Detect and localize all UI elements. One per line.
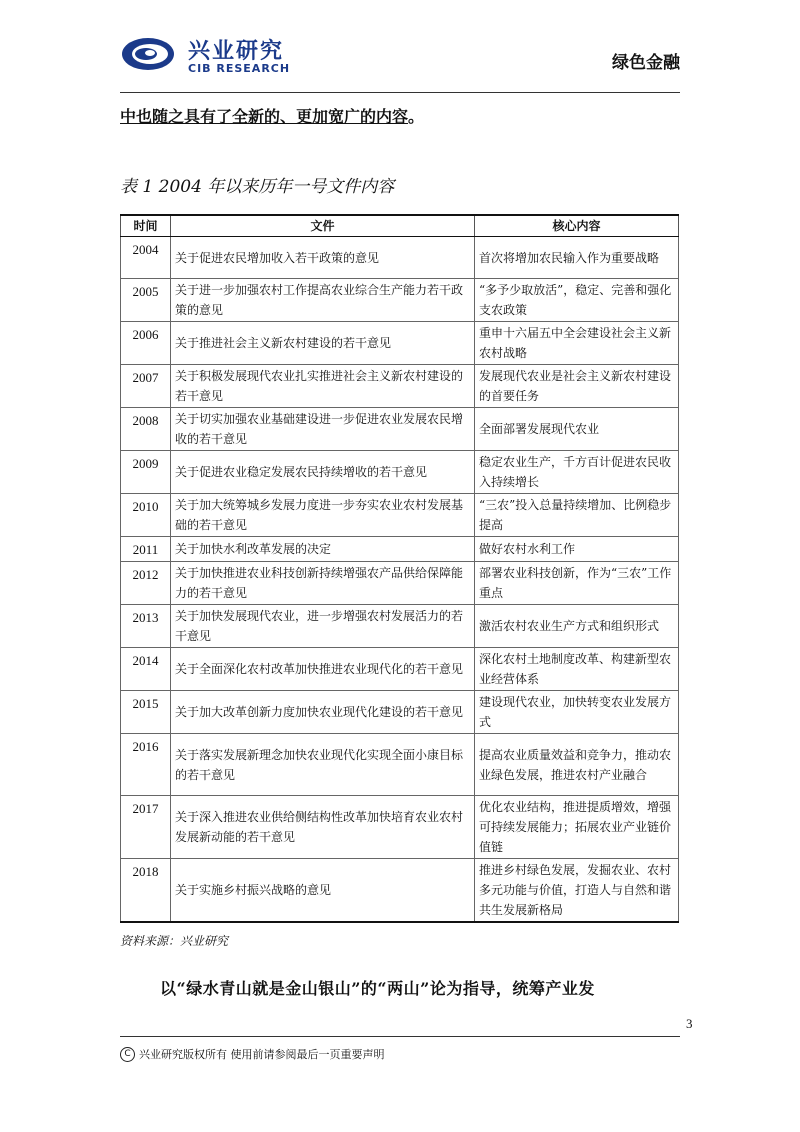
table-row	[121, 537, 679, 562]
table-row	[121, 859, 679, 923]
table-body	[121, 237, 679, 923]
document-cell: 关于推进社会主义新农村建设的若干意见	[171, 322, 475, 365]
page-number: 3	[686, 1016, 693, 1031]
core-content-cell: 建设现代农业，加快转变农业发展方式	[475, 691, 679, 734]
table-row	[121, 562, 679, 605]
core-content-cell: 激活农村农业生产方式和组织形式	[475, 605, 679, 648]
document-cell: 关于切实加强农业基础建设进一步促进农业发展农民增收的若干意见	[171, 408, 475, 451]
section-title: 绿色金融	[612, 53, 680, 73]
core-content-cell: 重申十六届五中全会建设社会主义新农村战略	[475, 322, 679, 365]
core-content-cell: 做好农村水利工作	[475, 537, 679, 562]
document-cell: 关于促进农民增加收入若干政策的意见	[171, 237, 475, 279]
document-cell: 关于加大统筹城乡发展力度进一步夯实农业农村发展基础的若干意见	[171, 494, 475, 537]
year-cell: 2016	[121, 734, 171, 796]
document-cell: 关于深入推进农业供给侧结构性改革加快培育农业农村发展新动能的若干意见	[171, 796, 475, 859]
core-content-cell: 部署农业科技创新，作为“三农”工作重点	[475, 562, 679, 605]
year-cell: 2011	[121, 537, 171, 562]
year-cell: 2014	[121, 648, 171, 691]
document-cell: 关于积极发展现代农业扎实推进社会主义新农村建设的若干意见	[171, 365, 475, 408]
table-row	[121, 796, 679, 859]
core-content-cell: 深化农村土地制度改革、构建新型农业经营体系	[475, 648, 679, 691]
header-divider	[120, 92, 680, 93]
lead-punctuation: 。	[408, 107, 425, 126]
year-cell: 2018	[121, 859, 171, 923]
year-cell: 2010	[121, 494, 171, 537]
table-row	[121, 365, 679, 408]
year-cell: 2004	[121, 237, 171, 279]
year-cell: 2008	[121, 408, 171, 451]
source-note: 资料来源：兴业研究	[120, 934, 229, 948]
table-row	[121, 279, 679, 322]
document-cell: 关于促进农业稳定发展农民持续增收的若干意见	[171, 451, 475, 494]
page-footer	[120, 1046, 385, 1062]
document-cell: 关于加快水利改革发展的决定	[171, 537, 475, 562]
document-cell: 关于落实发展新理念加快农业现代化实现全面小康目标的若干意见	[171, 734, 475, 796]
year-cell: 2013	[121, 605, 171, 648]
lead-paragraph	[120, 104, 424, 127]
core-content-cell: 推进乡村绿色发展，发掘农业、农村多元功能与价值，打造人与自然和谐共生发展新格局	[475, 859, 679, 923]
header-time: 时间	[121, 215, 171, 237]
cib-logo-icon	[120, 34, 180, 74]
document-cell: 关于加快推进农业科技创新持续增强农产品供给保障能力的若干意见	[171, 562, 475, 605]
table-row	[121, 691, 679, 734]
year-cell: 2015	[121, 691, 171, 734]
header-document: 文件	[171, 215, 475, 237]
table-row	[121, 322, 679, 365]
core-content-cell: “多予少取放活”，稳定、完善和强化支农政策	[475, 279, 679, 322]
year-cell: 2005	[121, 279, 171, 322]
document-cell: 关于全面深化农村改革加快推进农业现代化的若干意见	[171, 648, 475, 691]
core-content-cell: 发展现代农业是社会主义新农村建设的首要任务	[475, 365, 679, 408]
header-core-content: 核心内容	[475, 215, 679, 237]
table-title: 表 1 2004 年以来历年一号文件内容	[120, 177, 395, 197]
logo-text-cn: 兴业研究	[188, 39, 285, 64]
page-header	[120, 28, 680, 90]
document-cell: 关于加快发展现代农业，进一步增强农村发展活力的若干意见	[171, 605, 475, 648]
table-row	[121, 605, 679, 648]
core-content-cell: 全面部署发展现代农业	[475, 408, 679, 451]
year-cell: 2006	[121, 322, 171, 365]
table-row	[121, 408, 679, 451]
core-content-cell: 稳定农业生产，千方百计促进农民收入持续增长	[475, 451, 679, 494]
footer-divider	[120, 1036, 680, 1037]
document-cell: 关于实施乡村振兴战略的意见	[171, 859, 475, 923]
table-row	[121, 451, 679, 494]
table-header-row	[121, 215, 679, 237]
table-row	[121, 734, 679, 796]
copyright-icon: C	[120, 1047, 135, 1062]
documents-table	[120, 214, 679, 923]
core-content-cell: 优化农业结构，推进提质增效，增强可持续发展能力；拓展农业产业链价值链	[475, 796, 679, 859]
year-cell: 2017	[121, 796, 171, 859]
lead-underlined-text: 中也随之具有了全新的、更加宽广的内容	[120, 107, 409, 126]
year-cell: 2012	[121, 562, 171, 605]
document-cell: 关于进一步加强农村工作提高农业综合生产能力若干政策的意见	[171, 279, 475, 322]
year-cell: 2009	[121, 451, 171, 494]
footer-text: 兴业研究版权所有 使用前请参阅最后一页重要声明	[139, 1048, 385, 1061]
table-row	[121, 237, 679, 279]
document-cell: 关于加大改革创新力度加快农业现代化建设的若干意见	[171, 691, 475, 734]
table-row	[121, 494, 679, 537]
body-paragraph: 以“绿水青山就是金山银山”的“两山”论为指导，统筹产业发	[160, 979, 595, 998]
core-content-cell: “三农”投入总量持续增加、比例稳步提高	[475, 494, 679, 537]
table-row	[121, 648, 679, 691]
core-content-cell: 首次将增加农民输入作为重要战略	[475, 237, 679, 279]
core-content-cell: 提高农业质量效益和竞争力，推动农业绿色发展，推进农村产业融合	[475, 734, 679, 796]
year-cell: 2007	[121, 365, 171, 408]
logo-text-en: CIB RESEARCH	[188, 62, 291, 75]
